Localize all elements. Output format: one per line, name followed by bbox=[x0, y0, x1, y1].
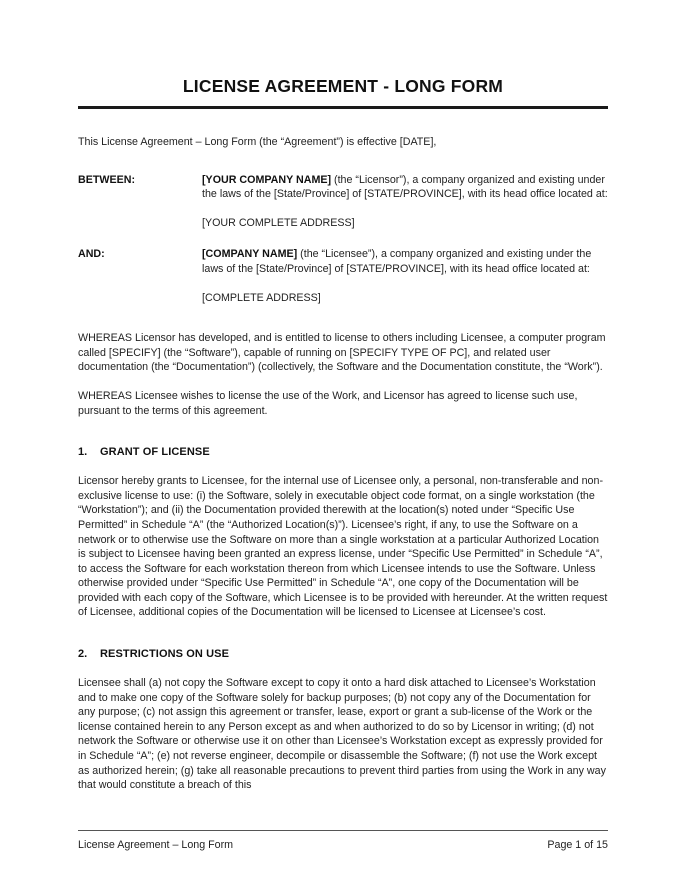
intro-paragraph: This License Agreement – Long Form (the “Agreement”) is effective [DATE], bbox=[78, 136, 437, 148]
page-footer bbox=[78, 830, 608, 852]
section-number: 2. bbox=[78, 648, 88, 661]
party-address-licensee: [COMPLETE ADDRESS] bbox=[202, 291, 321, 304]
party-details-licensee bbox=[202, 247, 608, 305]
footer-page-number: Page 1 of 15 bbox=[547, 839, 608, 851]
section-title: GRANT OF LICENSE bbox=[100, 446, 210, 459]
title-divider bbox=[78, 106, 608, 109]
parties-block bbox=[78, 173, 608, 306]
footer-document-name: License Agreement – Long Form bbox=[78, 839, 234, 851]
section-body: Licensor hereby grants to Licensee, for the internal use of Licensee only, a personal, non-transferable and non-exclusive license to use: (i) the Software, solely in executable object code format, on a single workstation (the “Workstation”); and (ii) the Documentation provided therewith at the location(s) noted under “Specific Use Permitted” in Schedule “A” (the “Authorized Location(s)”). Licensee’s right, if any, to use the Software on a network or to otherwise use the Software on more than a single workstation at a particular Authorized Location is subject to Licensee having been granted an express license, under “Specific Use Permitted” in Schedule “A”, to access the Software for each workstation thereon from which Licensee intends to use the Software. Unless otherwise provided under “Specific Use Permitted” in Schedule “A”, one copy of the Documentation will be provided with each copy of the Software, which Licensee is to be provided with hereunder. At the written request of Licensee, additional copies of the Documentation will be licensed to Licensee at Licensee’s cost. bbox=[78, 475, 608, 619]
recital-paragraph: WHEREAS Licensee wishes to license the use of the Work, and Licensor has agreed to license such use, pursuant to the terms of this agreement. bbox=[78, 389, 578, 417]
party-label-and: AND: bbox=[78, 248, 105, 261]
party-row-licensor bbox=[78, 173, 608, 231]
section-body: Licensee shall (a) not copy the Software except to copy it onto a hard disk attached to Licensee’s Workstation and to make one copy of the Software solely for backup purposes; (b) not copy any of the Documentation for any purpose; (c) not assign this agreement or transfer, lease, export or grant a sub-license of the Work or the license contained herein to any Person except as and when authorized to do so by Licensor in writing; (d) not network the Software or otherwise use it on other than Licensee’s Workstation except as expressly provided for in Schedule “A”; (e) not reverse engineer, decompile or disassemble the Software; (f) not use the Work except as authorized herein; (g) take all reasonable precautions to prevent third parties from using the Work in any way that would constitute a breach of this bbox=[78, 677, 606, 792]
section-heading bbox=[78, 445, 608, 459]
party-details-licensor bbox=[202, 173, 608, 231]
party-label-between: BETWEEN: bbox=[78, 173, 135, 186]
section-grant-of-license bbox=[78, 445, 608, 620]
party-name-licensee: [COMPANY NAME] bbox=[202, 248, 298, 261]
section-title: RESTRICTIONS ON USE bbox=[100, 648, 230, 661]
recital-paragraph: WHEREAS Licensor has developed, and is entitled to license to others including Licensee, a computer program called [SPECIFY] (the “Software”), capable of running on [SPECIFY TYPE OF PC], and related user documentation (the “Documentation”) (collectively, the Software and the Documentation constitute, the “Work”). bbox=[78, 332, 606, 374]
party-description-licensee: (the “Licensee”), a company organized and existing under the laws of the [State/Province] of [STATE/PROVINCE], with its head office located at: bbox=[202, 248, 592, 275]
section-restrictions-on-use bbox=[78, 647, 608, 793]
recitals-block bbox=[78, 331, 608, 418]
section-number: 1. bbox=[78, 446, 88, 459]
footer-row bbox=[78, 831, 608, 852]
party-description-licensor: (the “Licensor”), a company organized and existing under the laws of the [State/Province] of [STATE/PROVINCE], with its head office located at: bbox=[202, 173, 608, 201]
page-title: LICENSE AGREEMENT - LONG FORM bbox=[182, 76, 504, 96]
party-name-licensor: [YOUR COMPANY NAME] bbox=[202, 173, 332, 186]
section-heading bbox=[78, 647, 608, 661]
document-content bbox=[78, 0, 608, 793]
party-address-licensor: [YOUR COMPLETE ADDRESS] bbox=[202, 216, 355, 229]
party-row-licensee bbox=[78, 247, 608, 305]
